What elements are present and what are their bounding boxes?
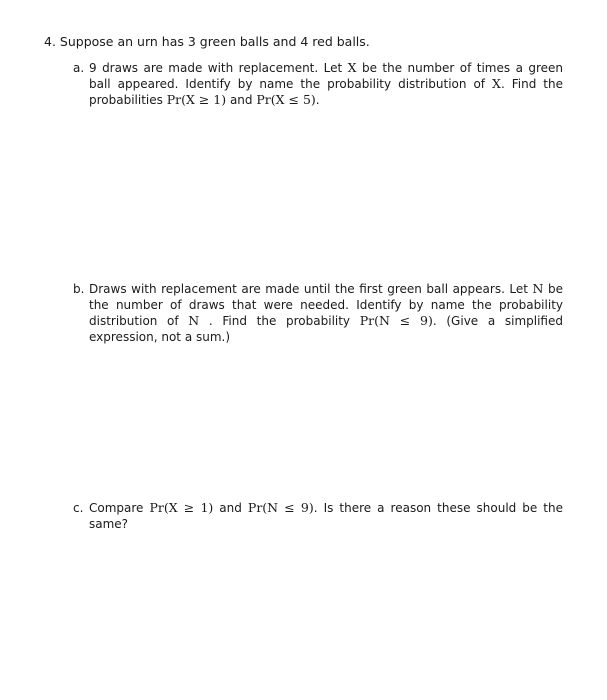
part-a-math-pr-x-le-5: Pr(X ≤ 5): [256, 92, 316, 107]
part-a-math-x: X: [347, 60, 357, 75]
part-a-text-5: .: [315, 93, 320, 107]
problem-number: 4.: [44, 34, 56, 49]
part-b-text-3: . Find the probability: [199, 314, 360, 328]
part-c-label: c.: [73, 501, 84, 515]
part-c-text-1: Compare: [89, 501, 150, 515]
part-a-text: [89, 60, 563, 108]
part-a-math-pr-x-ge-1: Pr(X ≥ 1): [166, 92, 227, 107]
part-b: [73, 281, 563, 345]
part-b-text-1: Draws with replacement are made until the first green ball appears. Let: [89, 282, 533, 296]
part-b-math-pr-n-le-9: Pr(N ≤ 9): [359, 313, 433, 328]
part-a: [73, 60, 563, 108]
part-a-text-3: . Find the probabilities: [89, 77, 563, 107]
part-a-label: a.: [73, 61, 85, 75]
part-b-label: b.: [73, 282, 85, 296]
part-c-text-2: and: [213, 501, 248, 515]
part-a-text-1: 9 draws are made with replacement. Let: [89, 61, 348, 75]
part-a-math-x2: X: [492, 76, 501, 91]
problem-intro: Suppose an urn has 3 green balls and 4 red balls.: [59, 34, 370, 49]
part-c-math-pr-x-ge-1: Pr(X ≥ 1): [149, 500, 214, 515]
part-b-math-n2: N: [188, 313, 200, 328]
part-b-text-2: be the number of draws that were needed. Identify by name the probability distribution of: [89, 282, 564, 328]
part-b-text: [89, 281, 563, 345]
part-b-text-4: . (Give a simplified expression, not a sum.): [89, 314, 563, 344]
part-c-math-pr-n-le-9: Pr(N ≤ 9): [247, 500, 314, 515]
part-c: [73, 500, 563, 532]
part-b-math-n: N: [532, 281, 544, 296]
part-a-text-4: and: [226, 93, 257, 107]
part-c-text: [89, 500, 563, 532]
problem-header: [44, 33, 370, 50]
part-a-text-2: be the number of times a green ball appeared. Identify by name the probability distribution of: [89, 61, 564, 91]
part-c-text-3: . Is there a reason these should be the same?: [89, 501, 563, 531]
